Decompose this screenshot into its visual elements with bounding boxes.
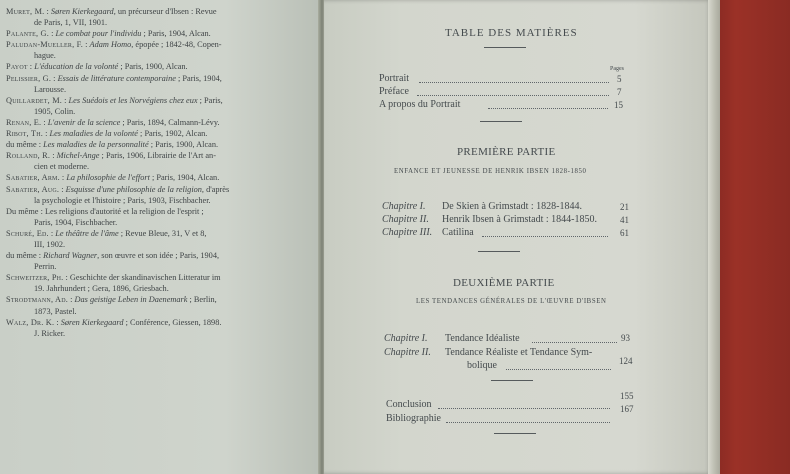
chapter-page: 61 xyxy=(620,228,629,238)
bib-text: : Søren Kierkegaard ; Conférence, Giessen, 1898. xyxy=(54,317,222,327)
chapter-page: 41 xyxy=(620,215,629,225)
leader-dots xyxy=(532,342,617,343)
bib-text: : Les Suédois et les Norvégiens chez eux ; Paris, xyxy=(62,95,223,105)
bib-entry xyxy=(6,184,318,206)
bib-text: : Geschichte der skandinavischen Litteratur im xyxy=(63,273,221,283)
chapter-page: 124 xyxy=(619,356,633,366)
bib-author: Strodtmann, Ad. xyxy=(6,295,69,305)
divider xyxy=(491,380,533,381)
bib-continuation: III, 1902. xyxy=(34,239,66,249)
leader-dots xyxy=(482,236,608,237)
bib-continuation: 19. Jahrhundert ; Gera, 1896, Griesbach. xyxy=(34,284,169,294)
bib-entry xyxy=(6,61,318,72)
part-heading: PREMIÈRE PARTIE xyxy=(457,146,556,158)
part-subheading: ENFANCE ET JEUNESSE DE HENRIK IBSEN 1828-1850 xyxy=(394,168,587,175)
bib-continuation: la psychologie et l'histoire ; Paris, 1903, Fischbacher. xyxy=(34,195,211,205)
bib-entry xyxy=(6,73,318,95)
bib-text: : Le théâtre de l'âme ; Revue Bleue, 31, V et 8, xyxy=(48,228,207,238)
bib-author: Pelissier, G. xyxy=(6,73,52,83)
bib-entry xyxy=(6,39,318,61)
chapter-title: Henrik Ibsen à Grimstadt : 1844-1850. xyxy=(442,214,597,225)
chapter-page: 21 xyxy=(620,202,629,212)
toc-entry-label: Préface xyxy=(379,86,409,97)
bib-author: du même xyxy=(6,251,37,261)
bib-author: Payot xyxy=(6,62,28,72)
bib-entry xyxy=(6,6,318,28)
bib-continuation: Paris, 1904, Fischbacher. xyxy=(34,217,118,227)
bib-entry xyxy=(6,28,318,39)
bib-text: : Adam Homo, épopée ; 1842-48, Copen- xyxy=(83,40,222,50)
bib-text: : L'éducation de la volonté ; Paris, 1900, Alcan. xyxy=(27,62,188,72)
bib-entry xyxy=(6,150,318,172)
chapter-page: 93 xyxy=(621,333,630,343)
chapter-title: Catilina xyxy=(442,227,474,238)
bib-author: Sabatier, Arm. xyxy=(6,173,60,183)
bib-text: : Les maladies de la personnalité ; Paris, 1900, Alcan. xyxy=(36,140,219,150)
chapter-number: Chapitre I. xyxy=(382,201,426,212)
pages-label: Pages xyxy=(610,66,624,72)
bib-entry xyxy=(6,172,318,183)
bib-author: Muret, M. xyxy=(6,7,45,16)
chapter-title-continued: bolique xyxy=(467,360,497,371)
toc-entry-page: 7 xyxy=(617,87,622,97)
toc-title: TABLE DES MATIÈRES xyxy=(445,27,578,39)
bib-author: Du même xyxy=(6,206,39,216)
bib-continuation: cien et moderne. xyxy=(34,162,90,172)
bib-text: : La philosophie de l'effort ; Paris, 1904, Alcan. xyxy=(59,173,220,183)
toc-entry-label: Conclusion xyxy=(386,399,432,410)
bib-entry xyxy=(6,95,318,117)
bib-text: : Les maladies de la volonté ; Paris, 1902, Alcan. xyxy=(43,129,208,139)
bib-author: Ribot, Th. xyxy=(6,129,44,139)
bib-text: : Das geistige Leben in Daenemark ; Berlin, xyxy=(68,295,217,305)
bib-entry xyxy=(6,128,318,139)
leader-dots xyxy=(419,82,609,83)
toc-entry-page: 155 xyxy=(620,391,634,401)
divider xyxy=(478,251,520,252)
bib-continuation: hague. xyxy=(34,51,56,61)
bib-text: : Le combat pour l'individu ; Paris, 1904, Alcan. xyxy=(49,29,211,39)
bib-author: Schweitzer, Ph. xyxy=(6,273,64,283)
bib-continuation: J. Ricker. xyxy=(34,328,66,338)
bib-text: : L'avenir de la science ; Paris, 1894, Calmann-Lévy. xyxy=(41,117,220,127)
leader-dots xyxy=(438,408,610,409)
bib-continuation: 1905, Colin. xyxy=(34,106,76,116)
bib-author: Walz, Dr. K. xyxy=(6,317,55,327)
bib-author: Renan, E. xyxy=(6,117,42,127)
bib-entry xyxy=(6,139,318,150)
right-page xyxy=(324,0,712,474)
bib-author: Palante, G. xyxy=(6,29,50,39)
bib-entry xyxy=(6,317,318,339)
part-heading: DEUXIÈME PARTIE xyxy=(453,277,555,289)
leader-dots xyxy=(488,108,608,109)
chapter-title: De Skien à Grimstadt : 1828-1844. xyxy=(442,201,582,212)
bib-entry xyxy=(6,250,318,272)
left-page xyxy=(0,0,322,474)
bib-text: : Les religions d'autorité et la religion de l'esprit ; xyxy=(38,206,204,216)
chapter-number: Chapitre I. xyxy=(384,333,428,344)
toc-entry-page: 5 xyxy=(617,74,622,84)
chapter-number: Chapitre II. xyxy=(384,347,431,358)
bib-text: : Esquisse d'une philosophie de la religion, d'après xyxy=(59,184,230,194)
bib-author: Rolland, R. xyxy=(6,151,51,161)
bib-entry xyxy=(6,117,318,128)
bib-entry xyxy=(6,228,318,250)
bib-text: : Essais de littérature contemporaine ; Paris, 1904, xyxy=(51,73,222,83)
bibliography-list xyxy=(6,6,318,339)
bib-author: du même xyxy=(6,140,37,150)
toc-entry-label: A propos du Portrait xyxy=(379,99,461,110)
toc-entry-page: 167 xyxy=(620,404,634,414)
toc-entry-page: 15 xyxy=(614,100,623,110)
bib-author: Paludan-Mueller, F. xyxy=(6,40,84,50)
chapter-number: Chapitre III. xyxy=(382,227,433,238)
divider xyxy=(484,47,526,48)
bib-entry xyxy=(6,206,318,228)
chapter-number: Chapitre II. xyxy=(382,214,429,225)
chapter-title: Tendance Idéaliste xyxy=(445,333,520,344)
bib-author: Quillardet, M. xyxy=(6,95,63,105)
bib-continuation: 1873, Pastel. xyxy=(34,306,77,316)
divider xyxy=(494,433,536,434)
bib-continuation: Perrin. xyxy=(34,262,57,272)
bib-text: : Søren Kierkegaard, un précurseur d'Ibsen : Revue xyxy=(44,7,217,16)
bib-text: : Michel-Ange ; Paris, 1906, Librairie de l'Art an- xyxy=(50,151,216,161)
toc-entry-label: Bibliographie xyxy=(386,413,441,424)
part-subheading: LES TENDANCES GÉNÉRALES DE L'ŒUVRE D'IBSEN xyxy=(416,298,607,305)
page-edges xyxy=(708,0,720,474)
toc-entry-label: Portrait xyxy=(379,73,409,84)
bib-entry xyxy=(6,272,318,294)
bib-entry xyxy=(6,294,318,316)
chapter-title: Tendance Réaliste et Tendance Sym- xyxy=(445,347,593,358)
bib-text: : Richard Wagner, son œuvre et son idée ; Paris, 1904, xyxy=(36,251,220,261)
leader-dots xyxy=(506,369,611,370)
bib-author: Schuré, Ed. xyxy=(6,228,49,238)
bib-continuation: de Paris, 1, VII, 1901. xyxy=(34,18,108,28)
bib-author: Sabatier, Aug. xyxy=(6,184,60,194)
leader-dots xyxy=(417,95,609,96)
bib-continuation: Larousse. xyxy=(34,84,67,94)
leader-dots xyxy=(446,422,610,423)
divider xyxy=(480,121,522,122)
